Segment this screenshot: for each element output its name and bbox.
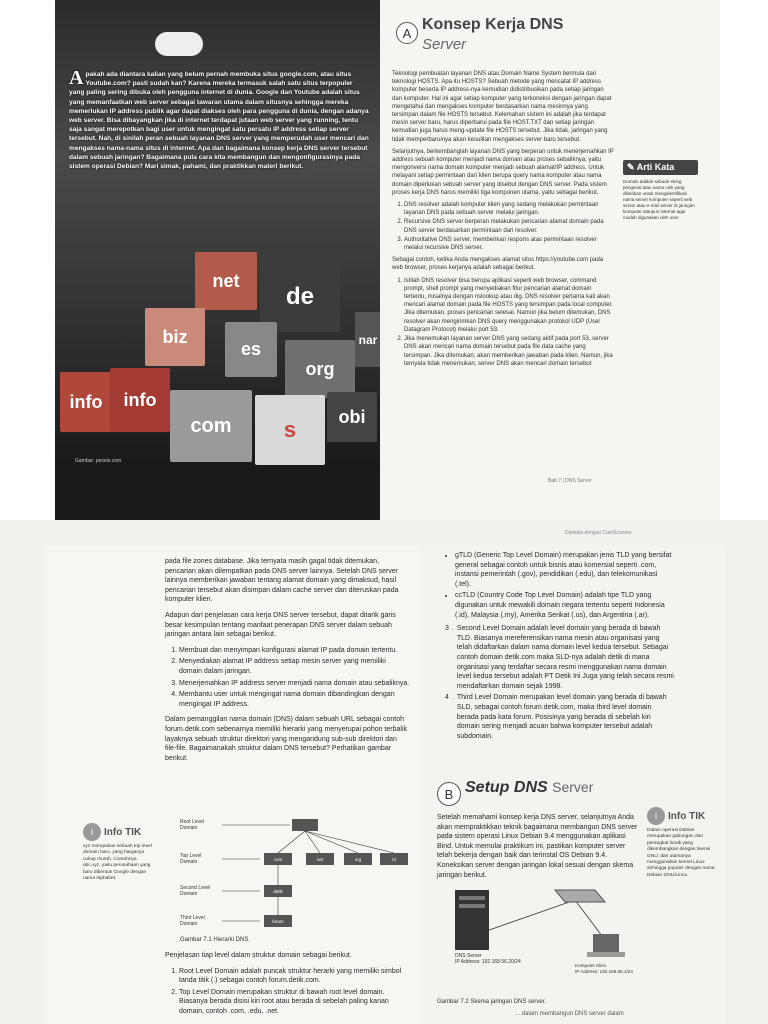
- list-item-4: 4 . Third Level Domain merupakan level domain yang berada di bawah SLD, sebagai contoh forum.detik.com, maka third level domain berada pada kata forum. Posisinya yang berada di sebelah kiri domain sering menjadi acuan bahwa komputer tersebut adalah subdomain.: [445, 694, 667, 740]
- list-item: 3. Menerjemahkan IP address server menjadi nama domain atau sebaliknya.: [179, 679, 410, 689]
- cube-nar: nar: [355, 312, 380, 367]
- section-subtitle: Server: [422, 36, 467, 53]
- level-label-root: Root Level Domain: [180, 819, 204, 831]
- list-item: 1. Root Level Domain adalah puncak struktur herarki yang memiliki simbol tanda titik (.) sebagai contoh forum.detik.com.: [179, 967, 410, 986]
- info-icon: i: [83, 823, 101, 841]
- intro-paragraph: [69, 67, 369, 171]
- list-item: 2. Jika menemukan layanan server DNS yang sedang aktif pada port 53, server DNS akan mencari nama domain tersebut pada file data cache yang tersimpan. Jika ditemukan, akan memberikan jawaban pada klien. Namun, jika ternyata tidak menemukan, server DNS akan mencari domain tersebut: [404, 335, 614, 368]
- cube-de: de: [260, 262, 340, 332]
- concept-page: [380, 0, 720, 520]
- arti-kata-title: ✎ Arti Kata: [623, 160, 698, 175]
- cube-org: org: [285, 340, 355, 398]
- level-label-tld: Top Level Domain: [180, 853, 202, 865]
- info-tik-box: [83, 823, 155, 882]
- section-badge-a: A: [396, 22, 418, 44]
- section-title: Konsep Kerja DNS: [422, 16, 564, 33]
- cube-biz: biz: [145, 308, 205, 366]
- keyboard-image: [55, 470, 380, 520]
- cube-info-2: info: [110, 368, 170, 432]
- server-label: DNS Server IP Address: 192.168.56.20/24: [455, 953, 521, 965]
- drop-cap: A: [69, 67, 84, 89]
- page-setup-dns: [425, 545, 725, 1024]
- benefits-list: [165, 646, 410, 710]
- paragraph-hierarchy: Dalam pemanggilan nama domain (DNS) dalam sebuah URL sebagai contoh forum.detik.com sebenarnya memiliki hierarki yang menyerupai pohon terbalik layaknya sebuah struktur direktori yang mengandung sub-sub direktori dan file-file. Bagaimanakah struktur dalam DNS tersebut? Perhatikan gambar berikut.: [165, 716, 408, 762]
- cube-obi: obi: [327, 392, 377, 442]
- client-label: Komputer Klien IP Address: 192.168.56.1/24: [575, 963, 633, 974]
- list-item: 1. Membuat dan menyimpan konfigurasi alamat IP pada domain tertentu.: [179, 646, 410, 656]
- paragraph-lookup: pada file zones database. Jika ternyata masih gagal tidak ditemukan, pencarian akan dilempatkan pada DNS server lainnya. Setelah DNS server lainnya memberikan jawaban tentang alamat domain yang dimaksud, hasil pencarian tersebut akan disimpan dalam cache server dan diteruskan pada komputer klien.: [165, 558, 399, 604]
- page-dns-hierarchy: [45, 545, 420, 1024]
- node-root: .: [292, 819, 318, 831]
- arti-kata-text: Domain adalah sebuah string pengenal atau nama unik yang diberikan untuk mengidentifikasi nama server komputer seperti web server atau e-mail server di jaringan komputer ataupun internet agar mudah digunakan oleh user.: [623, 179, 695, 220]
- list-item: 1. DNS resolver adalah komputer klien yang sedang melakukan permintaan layanan DNS pada sebuah server melalui jaringan.: [404, 201, 614, 217]
- list-item: 2. Top Level Domain merupakan struktur di bawah root level domain. Biasanya berada disisi kiri root atau berada di sebelah paling kanan domain, contoh .com, .edu, .net.: [179, 988, 410, 1017]
- intro-text: pakah ada diantara kalian yang belum pernah membuka situs google.com, atau situs Youtube.com? pasti sudah kan? Karena mereka termasuk salah satu situs terpopuler yang paling sering dibuka oleh pengguna internet di dunia. Google dan Youtube adalah situs yang memanfaatkan web server sebagai tawaran utama dalam situsnya sehingga mereka memerlukan IP address publik agar dapat diakses oleh para pengguna di dunia, dengan adanya web server. Bisa dibayangkan jika di internet terdapat jutaan web server yang running, tentu saja sangat merepotkan bagi user untuk mengingat satu persatu IP address setiap server tersebut. Nah, di sinilah peran sebuah layanan DNS server yang memperudah user mencari dan mengakses nama-nama situs di internet. Apa dan bagaimana konsep kerja DNS server tersebut dalam sebuah jaringan? Bagaimana pula cara kita membangun dan mengonfigurasinya pada sistem operasi Debian? Mari simak, pahami, dan praktikkan materi berikut.: [69, 71, 369, 171]
- cube-info-1: info: [60, 372, 112, 432]
- list-item: 2. Menyediakan alamat IP address setiap mesin server yang memiliki domain dalam jaringan.: [179, 657, 410, 676]
- hierarchy-body: [165, 557, 410, 769]
- tld-types-body: [445, 551, 675, 741]
- image-credit: Gambar: pexels.com: [75, 458, 122, 464]
- paragraph-dns: Selanjutnya, berkembanglah layanan DNS yang berperan untuk menerjemahkan IP address sebuah komputer menjadi nama domain atau proses sebaliknya, yaitu mengonversi nama domain komputer menjadi sebuah alamat/IP address. Untuk melayani setiap permintaan dari klien berupa query nama komputer atau nama domain diperlukan sebuah server yang disebut dengan DNS server. Pada sistem proses kerja DNS harus memiliki tiga komponen utama, yaitu sebagai berikut.: [392, 148, 614, 196]
- paragraph-example: Sebagai contoh, ketika Anda mengakses alamat situs https://youtube.com pada web browser, proses kerjanya adalah sebagai berikut.: [392, 257, 604, 272]
- info-tik-title: Info TIK: [668, 810, 706, 822]
- list-item: 3. Authoritative DNS server, memberikan respons atas permintaan resolver melalui recursive DNS server.: [404, 236, 614, 252]
- concept-body: [392, 70, 614, 372]
- cube-com: com: [170, 390, 252, 462]
- chapter-badge: [155, 32, 203, 56]
- paragraph-levels: Penjelasan tiap level dalam struktur domain sebagai berikut.: [165, 952, 352, 959]
- dns-hierarchy-diagram: [180, 817, 410, 932]
- cube-s: s: [255, 395, 325, 465]
- paragraph-setup: Setelah memahami konsep kerja DNS server, selanjutnya Anda akan mempraktikkan teknik bagaimana membangun DNS server pada sistem operasi Linux Debian 9.4 menggunakan aplikasi Bind. Untuk memulai praktikum ini, pastikan komputer server telah bekerja dengan baik dan terinstal OS Debian 9.4. Koneksikan server dengan jaringan lokal sesuai dengan skema jaringan berikut.: [437, 814, 638, 879]
- node-tld-net: net: [306, 853, 334, 865]
- level-label-third: Third Level Domain: [180, 915, 205, 927]
- info-icon: i: [647, 807, 665, 825]
- network-diagram: [435, 880, 665, 1000]
- list-item: 2. Recursive DNS server berperan melakukan pencarian alamat domain pada DNS server berdasarkan permintaan dari resolver.: [404, 218, 614, 234]
- figure-caption-7-2: Gambar 7.2 Skema jaringan DNS server.: [437, 999, 547, 1005]
- node-sld-detik: detik: [264, 885, 292, 897]
- page-footer: Bab 7 | DNS Server: [548, 478, 592, 484]
- info-tik-text: xyz merupakan sebuah top level domain baru, yang harganya cukup murah. Contohnya abc.xyz, yaitu perusahaan yang baru dibentuk Google dengan nama Alphabet.: [83, 844, 152, 882]
- tld-types-list: [445, 551, 675, 620]
- node-third-forum: forum: [264, 915, 292, 927]
- note-icon: ✎: [627, 162, 637, 172]
- laptop-icon: [593, 934, 619, 952]
- switch-icon: [555, 890, 605, 902]
- level-label-sld: Second Level Domain: [180, 885, 211, 897]
- info-tik-box-2: [647, 807, 719, 879]
- arti-kata-box: [623, 160, 698, 221]
- list-item: 1. Istilah DNS resolver bisa berupa aplikasi seperti web browser, command prompt, shell prompt yang menyediakan fitur pencarian alamat domain tertentu, misalnya dengan nslookup atau dig. DNS resolver pertama kali akan mencari alamat domain pada file HOSTS yang tersimpan pada local computer. Jika ditemukan, proses pencarian selesai. Namun jika belum ditemukan, DNS resolver akan mengirimkan DNS query menggunakan protokol UDP (User Datagram Protocol) melalui port 53.: [404, 277, 614, 334]
- cube-net: net: [195, 252, 257, 310]
- node-tld-com: com: [264, 853, 292, 865]
- cube-es: es: [225, 322, 277, 377]
- node-tld-org: org: [344, 853, 372, 865]
- setup-title: Setup DNS Server: [465, 779, 594, 796]
- info-tik-text: Dalam operasi Debian merupakan gabungan dari perangkat lunak yang dikembangkan dengan lisensi GNU, dan utamanya menggunakan kernel Linux sehingga populer dengan nama Debian GNU/Linux.: [647, 828, 715, 878]
- figure-caption-7-1: Gambar 7.1 Hierarki DNS.: [180, 937, 251, 943]
- node-tld-id: id: [380, 853, 408, 865]
- cut-off-line: ... dalam membangun DNS server dalam: [515, 1011, 624, 1017]
- levels-list: [165, 967, 410, 1017]
- process-list: [392, 277, 614, 368]
- info-tik-title: Info TIK: [104, 826, 142, 838]
- chapter-cover-page: [55, 0, 380, 520]
- scanner-watermark: Dipindai dengan CamScanner: [565, 530, 632, 536]
- diagram-lines: [180, 817, 410, 932]
- components-list: [392, 201, 614, 252]
- paragraph-benefits: Adapun dari penjelasan cara kerja DNS server tersebut, dapat ditarik garis besar kesimpulan tentang manfaat penerapan DNS server dalam sebuah jaringan antara lain sebagai berikut.: [165, 611, 396, 639]
- paragraph-hosts: Teknologi pembuatan layanan DNS atau Domain Name System bermula dari teknologi HOSTS. Apa itu HOSTS? Sebuah metode yang mencatat IP address komputer beserta IP address-nya kemudian didistribusikan pada setiap jaringan dan komputer. Hal ini agar setiap komputer yang terkoneksi dengan jaringan dapat mengetahui dan mengakses komputer berdasarkan nama mesinnya yang tersimpan dalam file HOSTS tersebut. Kelemahan sistem ini adalah jika terdapat mesin server baru, harus diperbarui pada file HOST.TXT dan setiap jaringan kemudian juga harus meng-update file HOSTS tersebut. Jika tidak, jaringan yang tidak memperbaruinya akan kesulitan mengakses server baru tersebut.: [392, 71, 612, 143]
- list-item: • gTLD (Generic Top Level Domain) merupakan jenis TLD yang bersifat general sebagai contoh untuk bisnis atau komersial seperti .com, instansi pemerintah (.gov), pendidikan (.edu), dan telekomunikasi (.tel).: [455, 551, 675, 589]
- levels-body: [165, 951, 410, 1023]
- list-item-3: 3 . Second Level Domain adalah level domain yang berada di bawah TLD. Biasanya mereferensikan nama mesin atau organisasi yang telah didaftarkan dalam nama domain level kedua tersebut. Sebagai contoh domain detik.com maka SLD-nya adalah detik di mana organisasi yang terdaftar secara resmi menggunakan nama domain level kedua tersebut adalah PT Detik Ini Juga yang telah secara resmi mendaftarkan domain sejak 1998.: [445, 625, 674, 690]
- list-item: • ccTLD (Country Code Top Level Domain) adalah tipe TLD yang digunakan untuk mewakili domain negara tertentu seperti Indonesia (.id), Malaysia (.my), Amerika Serikat (.us), dan Argentina (.ar).: [455, 591, 675, 620]
- list-item: 4. Membantu user untuk mengingat nama domain dibandingkan dengan mengingat IP address.: [179, 690, 410, 709]
- section-badge-b: B: [437, 782, 461, 806]
